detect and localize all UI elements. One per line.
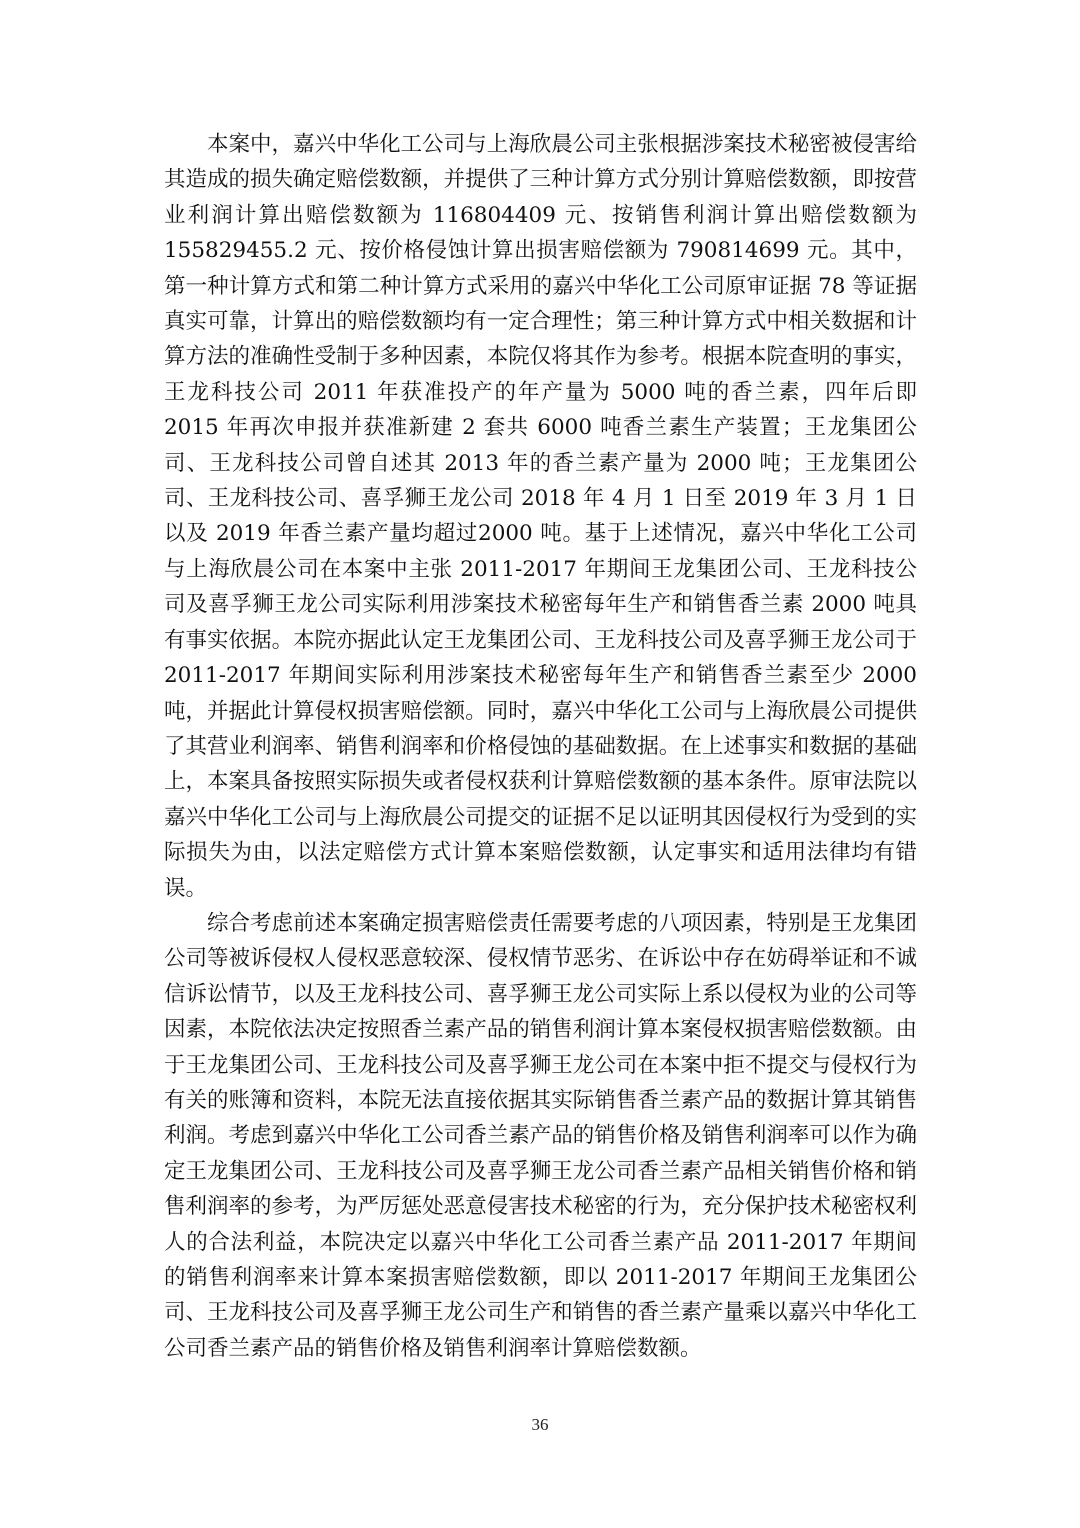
page-number: 36 [531, 1415, 549, 1434]
paragraph-court-decision: 综合考虑前述本案确定损害赔偿责任需要考虑的八项因素，特别是王龙集团公司等被诉侵权人侵权恶意较深、侵权情节恶劣、在诉讼中存在妨碍举证和不诚信诉讼情节，以及王龙科技公司、喜孚狮王龙公司实际上系以侵权为业的公司等因素，本院依法决定按照香兰素产品的销售利润计算本案侵权损害赔偿数额。由于王龙集团公司、王龙科技公司及喜孚狮王龙公司在本案中拒不提交与侵权行为有关的账簿和资料，本院无法直接依据其实际销售香兰素产品的数据计算其销售利润。考虑到嘉兴中华化工公司香兰素产品的销售价格及销售利润率可以作为确定王龙集团公司、王龙科技公司及喜孚狮王龙公司香兰素产品相关销售价格和销售利润率的参考，为严厉惩处恶意侵害技术秘密的行为，充分保护技术秘密权利人的合法利益，本院决定以嘉兴中华化工公司香兰素产品 2011-2017 年期间的销售利润率来计算本案损害赔偿数额，即以 2011-2017 年期间王龙集团公司、王龙科技公司及喜孚狮王龙公司生产和销售的香兰素产量乘以嘉兴中华化工公司香兰素产品的销售价格及销售利润率计算赔偿数额。 [164, 910, 917, 1361]
paragraph-damages-calculation: 本案中，嘉兴中华化工公司与上海欣晨公司主张根据涉案技术秘密被侵害给其造成的损失确定赔偿数额，并提供了三种计算方式分别计算赔偿数额，即按营业利润计算出赔偿数额为 116804409 元、按销售利润计算出赔偿数额为155829455.2 元、按价格侵蚀计算出损害赔偿额为 790814699 元。其中，第一种计算方式和第二种计算方式采用的嘉兴中华化工公司原审证据 78 等证据真实可靠，计算出的赔偿数额均有一定合理性；第三种计算方式中相关数据和计算方法的准确性受制于多种因素，本院仅将其作为参考。根据本院查明的事实，王龙科技公司 2011 年获准投产的年产量为 5000 吨的香兰素，四年后即 2015 年再次申报并获准新建 2 套共 6000 吨香兰素生产装置；王龙集团公司、王龙科技公司曾自述其 2013 年的香兰素产量为 2000 吨；王龙集团公司、王龙科技公司、喜孚狮王龙公司 2018 年 4 月 1 日至 2019 年 3 月 1 日以及 2019 年香兰素产量均超过2000 吨。基于上述情况，嘉兴中华化工公司与上海欣晨公司在本案中主张 2011-2017 年期间王龙集团公司、王龙科技公司及喜孚狮王龙公司实际利用涉案技术秘密每年生产和销售香兰素 2000 吨具有事实依据。本院亦据此认定王龙集团公司、王龙科技公司及喜孚狮王龙公司于 2011-2017 年期间实际利用涉案技术秘密每年生产和销售香兰素至少 2000 吨，并据此计算侵权损害赔偿额。同时，嘉兴中华化工公司与上海欣晨公司提供了其营业利润率、销售利润率和价格侵蚀的基础数据。在上述事实和数据的基础上，本案具备按照实际损失或者侵权获利计算赔偿数额的基本条件。原审法院以嘉兴中华化工公司与上海欣晨公司提交的证据不足以证明其因侵权行为受到的实际损失为由，以法定赔偿方式计算本案赔偿数额，认定事实和适用法律均有错误。 [164, 132, 917, 901]
body-text [164, 127, 917, 1366]
